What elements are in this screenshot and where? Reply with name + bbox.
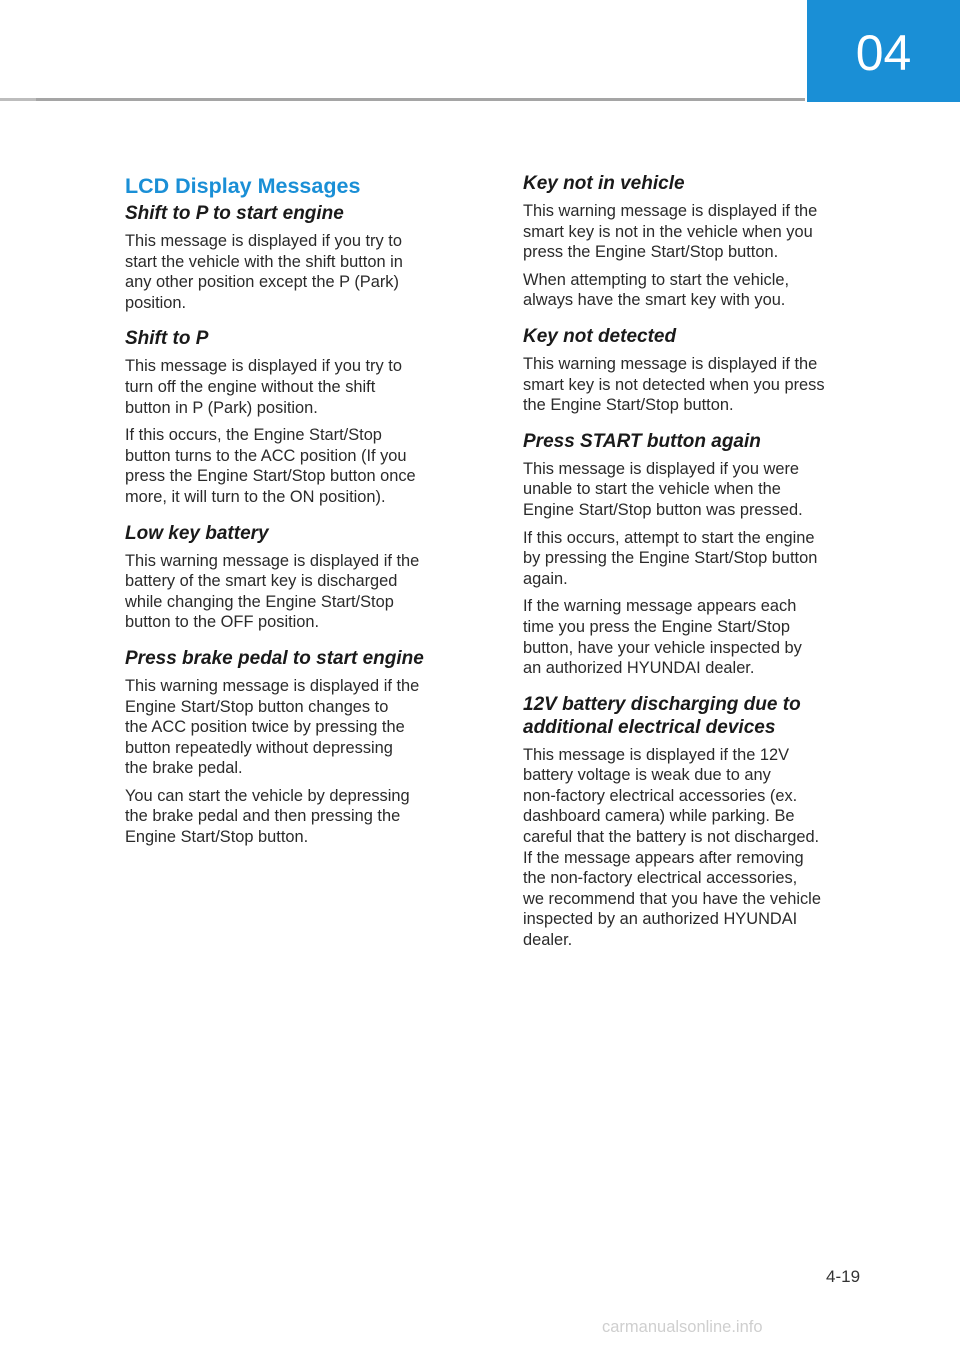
message-heading: Low key battery	[125, 522, 269, 544]
message-paragraph: You can start the vehicle by depressing the brake pedal and then pressing the Engine Start/Stop button.	[125, 786, 410, 847]
watermark: carmanualsonline.info	[602, 1318, 763, 1336]
right-column	[523, 172, 883, 965]
message-block	[125, 522, 485, 633]
message-paragraph: This warning message is displayed if the smart key is not in the vehicle when you press the Engine Start/Stop button.	[523, 202, 818, 262]
message-heading: Press brake pedal to start engine	[125, 647, 424, 669]
message-paragraph: This warning message is displayed if the battery of the smart key is discharged while changing the Engine Start/Stop button to the OFF position.	[125, 551, 420, 632]
message-block	[125, 647, 485, 848]
header-rule	[0, 98, 805, 101]
message-heading: Key not in vehicle	[523, 173, 685, 194]
message-paragraph: This warning message is displayed if the smart key is not detected when you press the Engine Start/Stop button.	[523, 354, 825, 415]
page-number: 4-19	[826, 1267, 861, 1286]
message-block	[523, 325, 883, 416]
message-paragraph: If this occurs, attempt to start the engine by pressing the Engine Start/Stop button again.	[523, 528, 818, 588]
message-block	[523, 693, 883, 951]
left-column	[125, 172, 485, 862]
message-paragraph: This message is displayed if you were unable to start the vehicle when the Engine Start/Stop button was pressed.	[523, 459, 803, 519]
message-paragraph: When attempting to start the vehicle, always have the smart key with you.	[523, 270, 790, 310]
chapter-number: 04	[855, 25, 912, 81]
section-title: LCD Display Messages	[125, 174, 361, 198]
message-paragraph: This message is displayed if you try to turn off the engine without the shift button in P (Park) position.	[125, 357, 402, 417]
message-block	[125, 202, 485, 313]
message-heading: Shift to P	[125, 328, 209, 350]
message-heading: Shift to P to start engine	[125, 203, 344, 224]
message-paragraph: If the warning message appears each time you press the Engine Start/Stop button, have your vehicle inspected by an authorized HYUNDAI dealer.	[523, 597, 802, 678]
message-paragraph: This message is displayed if the 12V battery voltage is weak due to any non-factory electrical accessories (ex. dashboard camera) while parking. Be careful that the battery is not discharged. If the message appears after removing the non-factory electrical accessories, we recommend that you have the vehicle inspected by an authorized HYUNDAI dealer.	[523, 745, 821, 950]
chapter-tab	[807, 0, 960, 102]
message-paragraph: This message is displayed if you try to start the vehicle with the shift button in any other position except the P (Park) position.	[125, 232, 403, 312]
message-heading: 12V battery discharging due to additional electrical devices	[523, 693, 801, 738]
message-paragraph: This warning message is displayed if the Engine Start/Stop button changes to the ACC position twice by pressing the button repeatedly without depressing the brake pedal.	[125, 676, 420, 778]
message-heading: Press START button again	[523, 430, 761, 452]
message-block	[523, 430, 883, 679]
message-block	[125, 327, 485, 507]
message-paragraph: If this occurs, the Engine Start/Stop button turns to the ACC position (If you press the Engine Start/Stop button once more, it will turn to the ON position).	[125, 426, 416, 506]
message-heading: Key not detected	[523, 325, 677, 347]
message-block	[523, 172, 883, 311]
